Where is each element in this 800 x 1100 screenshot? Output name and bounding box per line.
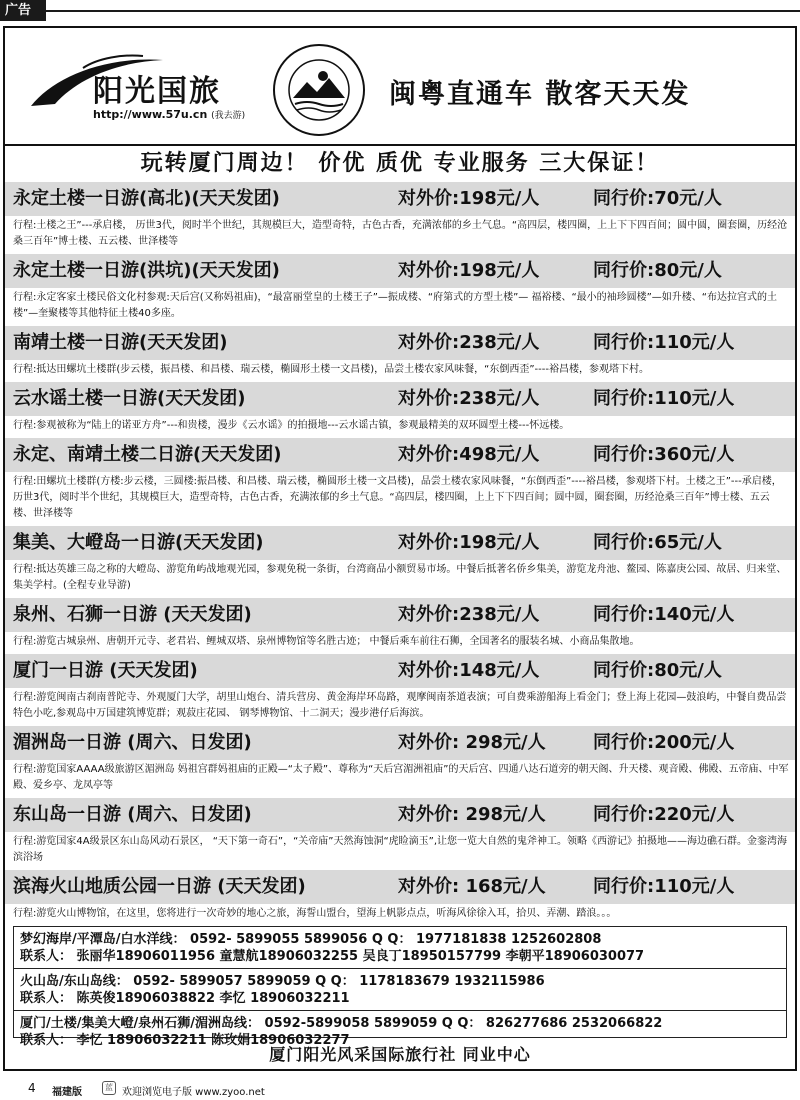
- tour-itinerary: 行程:参观被称为“陆上的诺亚方舟”---和贵楼，漫步《云水谣》的拍摄地---云水谣古镇，参观最精美的双环圆型土楼---怀远楼。: [13, 420, 570, 431]
- page-number: 4: [28, 1081, 36, 1095]
- tour-title: 集美、大嶝岛一日游(天天发团): [13, 532, 264, 553]
- tour-title: 厦门一日游 (天天发团): [13, 660, 198, 681]
- tour-title: 滨海火山地质公园一日游 (天天发团): [13, 876, 306, 897]
- contact-block: [14, 927, 786, 965]
- trade-price: 同行价:110元/人: [593, 876, 735, 897]
- public-price: 对外价:198元/人: [398, 532, 540, 553]
- tour-itinerary: 行程:永定客家土楼民俗文化村参观:天后宫(又称妈祖庙)，“最富丽堂皇的土楼王子”—振成楼、“府第式的方型土楼”— 福裕楼、“最小的袖珍圆楼”—如升楼、“布达拉宫式的土楼”—奎聚楼等其他特征土楼40多座。: [13, 292, 777, 319]
- url-note: (我去游): [211, 111, 246, 121]
- tour-title-bar: [5, 182, 795, 216]
- seal-emblem-icon: [271, 42, 367, 138]
- public-price: 对外价:238元/人: [398, 388, 540, 409]
- tour-title-bar: [5, 798, 795, 832]
- public-price: 对外价:238元/人: [398, 604, 540, 625]
- trade-price: 同行价:110元/人: [593, 388, 735, 409]
- page-footer: [0, 1077, 800, 1099]
- tour-itinerary: 行程:土楼之王”---承启楼， 历世3代，阅时半个世纪，其规模巨大，造型奇特，古色古香，充满浓郁的乡土气息。“高四层，楼四圈，上上下下四百间；圆中圆，圈套圈，历经沧桑三百年”博士楼、五云楼、世泽楼等: [13, 220, 788, 247]
- edition-label: 福建版: [52, 1087, 82, 1098]
- slogan: 闽粤直通车 散客天天发: [389, 79, 691, 110]
- tour-title: 永定土楼一日游(洪坑)(天天发团): [13, 260, 280, 281]
- trade-price: 同行价:200元/人: [593, 732, 735, 753]
- trade-price: 同行价:80元/人: [593, 660, 722, 681]
- trade-price: 同行价:220元/人: [593, 804, 735, 825]
- trade-price: 同行价:360元/人: [593, 444, 735, 465]
- top-rule: [46, 10, 800, 12]
- trade-price: 同行价:110元/人: [593, 332, 735, 353]
- tour-title-bar: [5, 598, 795, 632]
- tour-title: 南靖土楼一日游(天天发团): [13, 332, 228, 353]
- tour-itinerary: 行程:游览古城泉州、唐朝开元寺、老君岩、鲤城双塔、泉州博物馆等名胜古迹； 中餐后乘车前往石狮，全国著名的服装名城、小商品集散地。: [13, 636, 640, 647]
- contact-block: [14, 969, 786, 1007]
- tour-title-bar: [5, 526, 795, 560]
- trade-price: 同行价:70元/人: [593, 188, 722, 209]
- web-link[interactable]: 欢迎浏览电子版 www.zyoo.net: [122, 1087, 265, 1098]
- agency-name: 厦门阳光风采国际旅行社 同业中心: [269, 1045, 531, 1064]
- contact-people: 联系人： 李忆 18906032211 陈玫娟18906032277: [20, 1033, 350, 1048]
- public-price: 对外价: 298元/人: [398, 804, 546, 825]
- trade-price: 同行价:140元/人: [593, 604, 735, 625]
- tour-list: [5, 182, 795, 926]
- public-price: 对外价:238元/人: [398, 332, 540, 353]
- url-text: http://www.57u.cn: [93, 108, 208, 121]
- contact-box: [13, 926, 787, 1048]
- ad-frame: [3, 26, 797, 1071]
- public-price: 对外价: 298元/人: [398, 732, 546, 753]
- tour-itinerary: 行程:抵达田螺坑土楼群(步云楼，振昌楼、和昌楼、瑞云楼，椭圆形土楼一文昌楼)，品尝土楼农家风味餐，“东倒西歪”----裕昌楼，参观塔下村。: [13, 364, 649, 375]
- tour-itinerary: 行程:游览闽南古刹南普陀寺、外观厦门大学，胡里山炮台、清兵营房、黄金海岸环岛路，观摩闽南茶道表演；可自费乘游船海上看金门；登上海上花园—鼓浪屿，中餐自费品尝特色小吃,参观岛中万国建筑博览群；观菽庄花园、 钢琴博物馆、十二洞天；漫步港仔后海滨。: [13, 692, 787, 719]
- trade-price: 同行价:65元/人: [593, 532, 722, 553]
- public-price: 对外价:498元/人: [398, 444, 540, 465]
- contact-line: 火山岛/东山岛线： 0592- 5899057 5899059 Q Q： 1178183679 1932115986: [20, 974, 545, 989]
- brand-url: [93, 108, 245, 121]
- tour-title: 云水谣土楼一日游(天天发团): [13, 388, 246, 409]
- tour-title-bar: [5, 870, 795, 904]
- tour-title: 湄洲岛一日游 (周六、日发团): [13, 732, 252, 753]
- tour-title-bar: [5, 438, 795, 472]
- tour-itinerary: 行程:游览火山博物馆，在这里，您将进行一次奇妙的地心之旅，海誓山盟台，望海上帆影点点，听海风徐徐入耳，拾贝、弄潮、踏浪。。。: [13, 908, 617, 919]
- tour-title-bar: [5, 726, 795, 760]
- tour-title: 泉州、石狮一日游 (天天发团): [13, 604, 252, 625]
- contact-people: 联系人： 张丽华18906011956 童慧航18906032255 吴良丁18950157799 李朝平18906030077: [20, 949, 645, 964]
- tour-itinerary: 行程:游览国家AAAA级旅游区湄洲岛 妈祖宫群妈祖庙的正殿—“太子殿”、尊称为“天后宫湄洲祖庙”的天后宫、四通八达石道旁的朝天阁、升天楼、观音殿、佛殿、五帝庙、中军殿、爱乡亭、龙凤亭等: [13, 764, 789, 791]
- contact-line: 梦幻海岸/平潭岛/白水洋线： 0592- 5899055 5899056 Q Q： 1977181838 1252602808: [20, 932, 602, 947]
- tour-itinerary: 行程:田螺坑土楼群(方楼:步云楼，三圆楼:振昌楼、和昌楼、瑞云楼，椭圆形土楼一文昌楼)，品尝土楼农家风味餐，“东倒西歪”----裕昌楼，参观塔下村。土楼之王”---承启楼， 历世3代，阅时半个世纪，其规模巨大，造型奇特，古色古香，充满浓郁的乡土气息。“高四层，楼四圈，上上下下四百间；圆中圆，圈套圈，历经沧桑三百年”博士楼、五云楼、世泽楼等: [13, 476, 782, 519]
- tour-title-bar: [5, 654, 795, 688]
- public-price: 对外价:198元/人: [398, 260, 540, 281]
- edition-badge-icon: 蓝: [102, 1081, 116, 1095]
- ad-tag: 广告: [0, 0, 46, 21]
- tour-title-bar: [5, 326, 795, 360]
- contact-people: 联系人： 陈英俊18906038822 李忆 18906032211: [20, 991, 350, 1006]
- contact-line: 厦门/土楼/集美大嶝/泉州石狮/湄洲岛线： 0592-5899058 5899059 Q Q： 826277686 2532066822: [20, 1016, 663, 1031]
- trade-price: 同行价:80元/人: [593, 260, 722, 281]
- tour-itinerary: 行程:游览国家4A级景区东山岛风动石景区， “天下第一奇石”，“关帝庙”天然海蚀洞“虎睑滴玉”,让您一览大自然的鬼斧神工。领略《西游记》拍摄地——海边礁石群。金銮湾海滨浴场: [13, 836, 788, 863]
- tagline: 玩转厦门周边！ 价优 质优 专业服务 三大保证！: [140, 151, 660, 176]
- brand-name: 阳光国旅: [93, 74, 221, 109]
- public-price: 对外价:198元/人: [398, 188, 540, 209]
- tour-title-bar: [5, 382, 795, 416]
- public-price: 对外价:148元/人: [398, 660, 540, 681]
- tour-title: 永定、南靖土楼二日游(天天发团): [13, 444, 282, 465]
- tour-title: 东山岛一日游 (周六、日发团): [13, 804, 252, 825]
- tour-itinerary: 行程:抵达英雄三岛之称的大嶝岛、游览角屿战地观光园，参观免税一条街，台湾商品小额贸易市场。中餐后抵著名侨乡集美，游览龙舟池、鳌园、陈嘉庚公园、故居、归来堂、集美学村。(全程专业导游): [13, 564, 787, 591]
- ad-header: [5, 28, 795, 146]
- tour-title-bar: [5, 254, 795, 288]
- tour-title: 永定土楼一日游(高北)(天天发团): [13, 188, 280, 209]
- public-price: 对外价: 168元/人: [398, 876, 546, 897]
